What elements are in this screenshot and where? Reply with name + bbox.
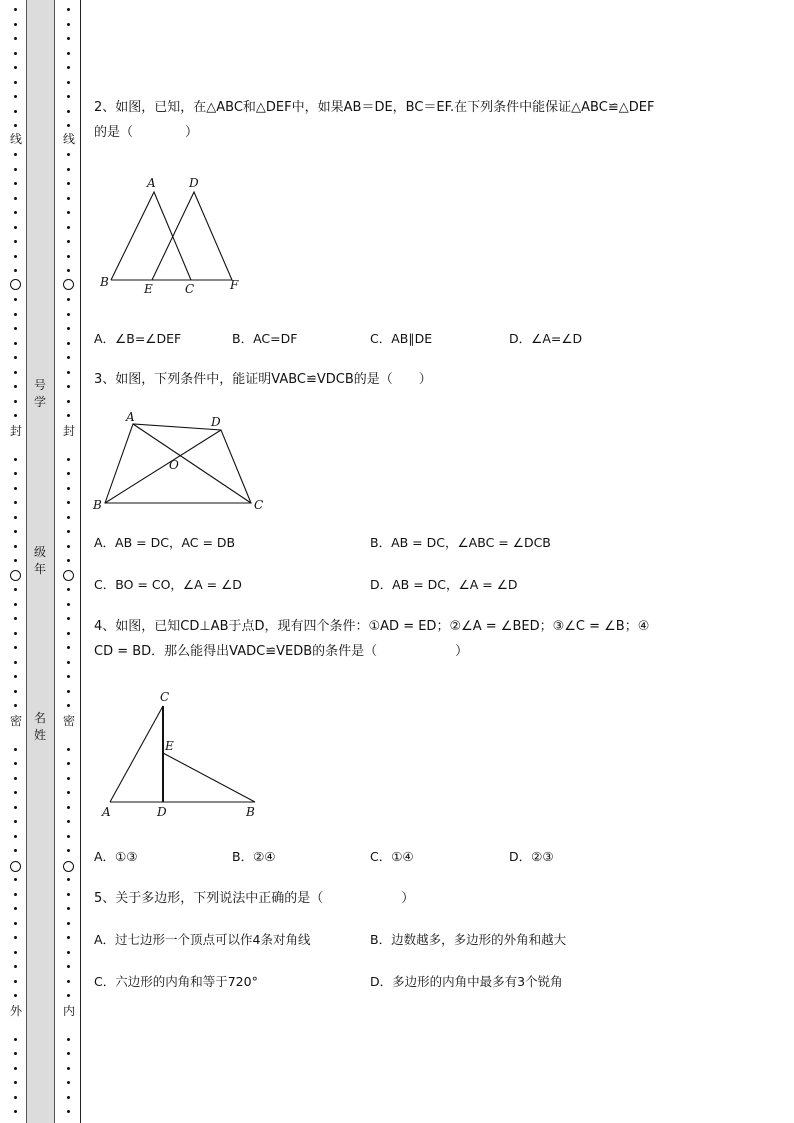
seal-dot (14, 342, 17, 345)
seal-dot (67, 1067, 70, 1070)
seal-dot (67, 994, 70, 997)
seal-dot (14, 124, 17, 127)
q4-figure (96, 686, 271, 821)
seal-dot (14, 530, 17, 533)
seal-dot (14, 255, 17, 258)
seal-dot (14, 182, 17, 185)
seal-dot (14, 762, 17, 765)
q2-option-c[interactable]: C．AB∥DE (370, 331, 433, 346)
seal-dot (14, 646, 17, 649)
seal-dot (67, 951, 70, 954)
seal-dot (67, 400, 70, 403)
inner-seal-line (64, 0, 74, 1123)
seal-dot (14, 661, 17, 664)
seal-dot (14, 835, 17, 838)
q4-option-b[interactable]: B．②④ (232, 849, 276, 864)
margin-border-line (80, 0, 81, 1123)
q2-option-a[interactable]: A．∠B=∠DEF (94, 331, 182, 346)
seal-dot (14, 81, 17, 84)
q3-option-d[interactable]: D．AB = DC，∠A = ∠D (370, 577, 518, 592)
outer-seal-xian: 线 (9, 132, 22, 146)
inner-seal-feng: 封 (62, 424, 75, 438)
q2-option-b[interactable]: B．AC=DF (232, 331, 298, 346)
q4-label-e: E (165, 739, 174, 753)
seal-dot (67, 690, 70, 693)
seal-dot (67, 371, 70, 374)
seal-dot (67, 516, 70, 519)
seal-dot (67, 23, 70, 26)
q4-option-a[interactable]: A．①③ (94, 849, 138, 864)
seal-dot (67, 646, 70, 649)
seal-dot (14, 777, 17, 780)
seal-dot (14, 806, 17, 809)
seal-dot (14, 400, 17, 403)
seal-dot (14, 791, 17, 794)
seal-dot (67, 806, 70, 809)
seal-dot (67, 545, 70, 548)
seal-dot (14, 1096, 17, 1099)
seal-dot (14, 66, 17, 69)
seal-dot (67, 559, 70, 562)
seal-dot (14, 110, 17, 113)
outer-seal-feng: 封 (9, 424, 22, 438)
seal-dot (67, 588, 70, 591)
seal-dot (67, 617, 70, 620)
seal-dot (67, 342, 70, 345)
seal-dot (67, 893, 70, 896)
seal-dot (14, 298, 17, 301)
seal-dot (67, 849, 70, 852)
seal-dot (14, 269, 17, 272)
seal-dot (14, 211, 17, 214)
q2-label-d: D (189, 176, 199, 190)
seal-dot (14, 226, 17, 229)
seal-dot (14, 907, 17, 910)
seal-dot (14, 458, 17, 461)
seal-dot (67, 835, 70, 838)
seal-dot (67, 313, 70, 316)
q3-figure (90, 410, 270, 515)
seal-ring (63, 861, 74, 872)
seal-dot (14, 588, 17, 591)
seal-dot (67, 414, 70, 417)
seal-dot (67, 226, 70, 229)
seal-dot (67, 820, 70, 823)
inner-seal-nei: 内 (62, 1004, 75, 1018)
outer-seal-line (11, 0, 21, 1123)
q5-option-a[interactable]: A．过七边形一个顶点可以作4条对角线 (94, 932, 311, 947)
inner-seal-xian: 线 (62, 132, 75, 146)
q3-label-c: C (254, 498, 264, 512)
seal-dot (14, 603, 17, 606)
seal-dot (14, 617, 17, 620)
seal-dot (67, 124, 70, 127)
seal-dot (67, 980, 70, 983)
q2-label-f: F (230, 278, 239, 292)
seal-dot (14, 1110, 17, 1113)
seal-dot (67, 298, 70, 301)
seal-dot (67, 661, 70, 664)
q2-label-a: A (147, 176, 156, 190)
seal-dot (67, 603, 70, 606)
seal-dot (14, 1038, 17, 1041)
seal-dot (67, 1038, 70, 1041)
q3-stem: 3、如图，下列条件中，能证明VABC≌VDCB的是（ ） (94, 372, 432, 387)
q2-option-d[interactable]: D．∠A=∠D (509, 331, 583, 346)
seal-dot (67, 1052, 70, 1055)
q4-stem-cont: CD = BD．那么能得出VADC≌VEDB的条件是（ ） (94, 644, 469, 659)
seal-dot (14, 632, 17, 635)
seal-dot (67, 197, 70, 200)
q3-label-d: D (211, 415, 221, 429)
seal-dot (67, 52, 70, 55)
q3-option-b[interactable]: B．AB = DC，∠ABC = ∠DCB (370, 535, 551, 550)
seal-dot (14, 327, 17, 330)
seal-dot (67, 153, 70, 156)
seal-dot (14, 356, 17, 359)
q4-label-d: D (157, 805, 167, 819)
seal-dot (14, 965, 17, 968)
q2-stem: 2、如图，已知，在△ABC和△DEF中，如果AB＝DE，BC＝EF.在下列条件中能保证△ABC≌△DEF (94, 100, 655, 115)
student-id-label: 号学 (33, 378, 46, 409)
seal-dot (14, 472, 17, 475)
seal-dot (67, 240, 70, 243)
seal-dot (67, 168, 70, 171)
seal-dot (67, 211, 70, 214)
seal-dot (67, 8, 70, 11)
seal-dot (14, 675, 17, 678)
seal-dot (67, 110, 70, 113)
seal-dot (14, 23, 17, 26)
seal-dot (14, 922, 17, 925)
q3-label-b: B (93, 498, 102, 512)
seal-dot (67, 37, 70, 40)
q4-stem: 4、如图，已知CD⊥AB于点D，现有四个条件：①AD = ED；②∠A = ∠BED；③∠C = ∠B；④ (94, 619, 650, 634)
seal-dot (67, 182, 70, 185)
seal-dot (67, 965, 70, 968)
seal-dot (67, 878, 70, 881)
seal-dot (67, 777, 70, 780)
outer-seal-mi: 密 (9, 714, 22, 728)
q5-option-c[interactable]: C．六边形的内角和等于720° (94, 974, 258, 989)
seal-dot (14, 313, 17, 316)
seal-dot (67, 1110, 70, 1113)
seal-dot (14, 994, 17, 997)
q2-label-b: B (100, 275, 109, 289)
seal-dot (67, 327, 70, 330)
q4-option-c[interactable]: C．①④ (370, 849, 414, 864)
seal-dot (14, 690, 17, 693)
seal-dot (14, 951, 17, 954)
seal-dot (14, 168, 17, 171)
seal-dot (14, 936, 17, 939)
seal-dot (14, 545, 17, 548)
seal-dot (14, 516, 17, 519)
seal-dot (14, 371, 17, 374)
seal-dot (67, 95, 70, 98)
seal-dot (67, 385, 70, 388)
inner-seal-mi: 密 (62, 714, 75, 728)
seal-ring (10, 570, 21, 581)
q3-label-o: O (169, 458, 179, 472)
seal-dot (14, 1067, 17, 1070)
outer-seal-wai: 外 (9, 1004, 22, 1018)
q4-label-b: B (246, 805, 255, 819)
seal-dot (67, 675, 70, 678)
seal-dot (67, 269, 70, 272)
q3-option-c[interactable]: C．BO = CO，∠A = ∠D (94, 577, 242, 592)
seal-dot (14, 240, 17, 243)
seal-dot (67, 936, 70, 939)
q3-option-a[interactable]: A．AB = DC，AC = DB (94, 535, 236, 550)
seal-dot (67, 530, 70, 533)
seal-dot (67, 458, 70, 461)
q4-label-a: A (102, 805, 111, 819)
seal-dot (14, 37, 17, 40)
seal-dot (14, 1081, 17, 1084)
seal-dot (67, 922, 70, 925)
seal-dot (14, 95, 17, 98)
seal-dot (67, 81, 70, 84)
q3-label-a: A (126, 410, 135, 424)
q4-option-d[interactable]: D．②③ (509, 849, 554, 864)
seal-dot (14, 980, 17, 983)
seal-dot (67, 501, 70, 504)
seal-dot (67, 472, 70, 475)
seal-ring (10, 861, 21, 872)
seal-dot (14, 748, 17, 751)
seal-dot (67, 907, 70, 910)
q5-stem: 5、关于多边形，下列说法中正确的是（ ） (94, 891, 415, 906)
seal-dot (14, 704, 17, 707)
seal-dot (67, 356, 70, 359)
seal-dot (14, 197, 17, 200)
seal-dot (14, 8, 17, 11)
seal-dot (14, 385, 17, 388)
q5-option-b[interactable]: B．边数越多，多边形的外角和越大 (370, 932, 567, 947)
seal-dot (67, 66, 70, 69)
seal-dot (14, 153, 17, 156)
seal-dot (14, 52, 17, 55)
grade-label: 级年 (33, 545, 46, 576)
seal-dot (67, 487, 70, 490)
seal-dot (67, 255, 70, 258)
seal-ring (63, 279, 74, 290)
seal-dot (14, 893, 17, 896)
q2-figure (96, 172, 256, 297)
seal-dot (67, 632, 70, 635)
seal-dot (67, 762, 70, 765)
name-label: 名姓 (33, 711, 46, 742)
seal-dot (67, 748, 70, 751)
q4-label-c: C (160, 690, 170, 704)
seal-ring (10, 279, 21, 290)
seal-ring (63, 570, 74, 581)
q2-label-e: E (144, 282, 153, 296)
q5-option-d[interactable]: D．多边形的内角中最多有3个锐角 (370, 974, 563, 989)
seal-dot (14, 414, 17, 417)
seal-dot (14, 487, 17, 490)
q2-stem-cont: 的是（ ） (94, 125, 199, 140)
seal-dot (67, 1081, 70, 1084)
seal-dot (14, 820, 17, 823)
seal-dot (67, 1096, 70, 1099)
q2-label-c: C (185, 282, 195, 296)
seal-dot (14, 1052, 17, 1055)
seal-dot (67, 791, 70, 794)
seal-dot (14, 559, 17, 562)
seal-dot (14, 878, 17, 881)
seal-dot (14, 849, 17, 852)
seal-dot (14, 501, 17, 504)
seal-dot (67, 704, 70, 707)
